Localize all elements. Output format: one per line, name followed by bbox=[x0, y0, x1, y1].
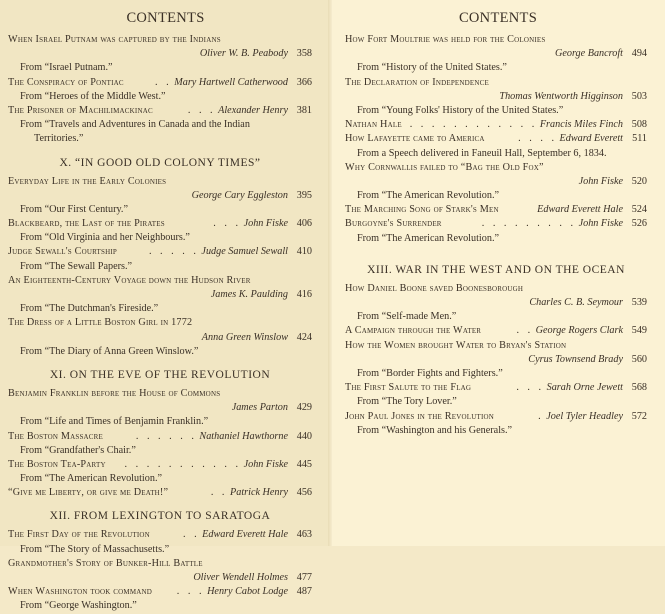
entry-source: From “Life and Times of Benjamin Franklin.” bbox=[20, 416, 209, 428]
entry-page: 358 bbox=[296, 48, 312, 60]
entry-author: James K. Paulding bbox=[210, 289, 288, 300]
entry-title: A Campaign through the Water bbox=[345, 325, 482, 337]
toc-entry-author-line bbox=[8, 571, 312, 585]
entry-author: Patrick Henry bbox=[230, 487, 288, 499]
toc-entry bbox=[345, 324, 647, 338]
entry-page: 524 bbox=[631, 204, 647, 216]
entry-page: 572 bbox=[631, 410, 647, 422]
left-page bbox=[0, 0, 331, 612]
entry-source: From “Border Fights and Fighters.” bbox=[357, 367, 503, 379]
entry-title: Grandmother's Story of Bunker-Hill Battle bbox=[8, 557, 203, 569]
entry-page: 494 bbox=[631, 48, 647, 60]
toc-entry bbox=[345, 381, 647, 395]
entry-title: When Israel Putnam was captured by the Indians bbox=[8, 34, 221, 45]
toc-entry-author-line bbox=[8, 189, 312, 203]
entry-author: Francis Miles Finch bbox=[539, 119, 623, 131]
entry-title: John Paul Jones in the Revolution bbox=[345, 410, 494, 422]
entry-author: Judge Samuel Sewall bbox=[201, 246, 288, 258]
entry-title: Nathan Hale bbox=[345, 119, 402, 131]
entry-page: 503 bbox=[631, 90, 647, 102]
toc-entry-title bbox=[8, 175, 312, 189]
entry-page: 511 bbox=[632, 133, 647, 145]
entry-title: Everyday Life in the Early Colonies bbox=[8, 175, 167, 187]
toc-entry-author-line bbox=[345, 47, 647, 61]
entry-title: How the Women brought Water to Bryan's Station bbox=[345, 339, 567, 351]
entry-title: The Dress of a Little Boston Girl in 1772 bbox=[8, 317, 193, 329]
toc-entry-title bbox=[345, 33, 647, 47]
toc-entry bbox=[345, 118, 647, 132]
entry-title: The Boston Massacre bbox=[8, 430, 104, 442]
entry-source: From “Grandfather's Chair.” bbox=[20, 444, 136, 456]
entry-page: 445 bbox=[296, 458, 312, 470]
entry-source: From “The Tory Lover.” bbox=[357, 396, 457, 408]
toc-entry-title bbox=[8, 316, 312, 330]
toc-entry-title bbox=[8, 274, 312, 288]
contents-header: CONTENTS bbox=[126, 10, 205, 26]
entry-author: Edward Everett Hale bbox=[202, 529, 288, 541]
toc-entry bbox=[8, 76, 312, 90]
entry-title: An Eighteenth-Century Voyage down the Hudson River bbox=[8, 274, 251, 286]
entry-author: John Fiske bbox=[578, 175, 623, 187]
entry-page: 381 bbox=[296, 104, 312, 116]
entry-title: Burgoyne's Surrender bbox=[345, 218, 442, 230]
entry-page: 410 bbox=[296, 246, 312, 258]
entry-author: John Fiske bbox=[578, 218, 623, 230]
entry-page: 508 bbox=[631, 119, 647, 131]
entry-leader: . . . bbox=[516, 382, 545, 394]
toc-entry-author-line bbox=[345, 90, 647, 104]
entry-source: From “Travels and Adventures in Canada and the Indian bbox=[20, 119, 250, 131]
entry-source: From “Israel Putnam.” bbox=[20, 62, 113, 74]
entry-source: From “History of the United States.” bbox=[357, 62, 507, 74]
entry-leader: . . . . . . bbox=[135, 430, 197, 442]
entry-author: Nathaniel Hawthorne bbox=[199, 430, 288, 442]
section-heading: XIII. WAR IN THE WEST AND ON THE OCEAN bbox=[367, 263, 625, 276]
right-page bbox=[331, 0, 665, 546]
entry-title: Judge Sewall's Courtship bbox=[8, 246, 118, 258]
entry-author: Anna Green Winslow bbox=[201, 331, 288, 343]
toc-entry bbox=[345, 132, 647, 146]
entry-page: 487 bbox=[296, 586, 312, 598]
entry-title: Why Cornwallis failed to “Bag the Old Fox” bbox=[345, 161, 544, 173]
entry-author: Oliver Wendell Holmes bbox=[193, 572, 288, 583]
entry-source: From “The American Revolution.” bbox=[357, 190, 500, 202]
entry-author: Alexander Henry bbox=[218, 104, 288, 116]
toc-entry-author-line bbox=[8, 331, 312, 345]
entry-source: From “Washington and his Generals.” bbox=[357, 424, 513, 436]
entry-source: From a Speech delivered in Faneuil Hall, September 6, 1834. bbox=[357, 147, 607, 159]
entry-author: Thomas Wentworth Higginson bbox=[499, 90, 623, 102]
entry-title: The Prisoner of Machilimackinac bbox=[8, 104, 153, 116]
section-heading: XII. FROM LEXINGTON TO SARATOGA bbox=[49, 510, 271, 523]
entry-page: 463 bbox=[296, 529, 312, 541]
entry-source: From “The American Revolution.” bbox=[20, 473, 163, 485]
entry-title: The First Day of the Revolution bbox=[8, 529, 150, 541]
entry-leader: . . . . . . . . . . . bbox=[124, 458, 242, 470]
toc-entry-author-line bbox=[8, 288, 312, 302]
entry-title: The First Salute to the Flag bbox=[345, 382, 472, 394]
toc-entry-title bbox=[8, 33, 312, 47]
entry-page: 456 bbox=[296, 487, 312, 499]
toc-entry-author-line bbox=[345, 175, 647, 189]
entry-source: From “Heroes of the Middle West.” bbox=[20, 90, 166, 102]
entry-source-continued: Territories.” bbox=[34, 133, 84, 145]
toc-entry-title bbox=[8, 387, 312, 401]
entry-source: From “The Story of Massachusetts.” bbox=[20, 543, 170, 555]
entry-source: From “George Washington.” bbox=[20, 600, 137, 612]
entry-leader: . . . bbox=[176, 586, 205, 598]
entry-title: The Declaration of Independence bbox=[345, 76, 489, 88]
toc-entry bbox=[345, 410, 647, 424]
entry-leader: . . . . bbox=[518, 133, 557, 145]
entry-page: 568 bbox=[631, 382, 647, 394]
entry-author: Mary Hartwell Catherwood bbox=[174, 76, 288, 88]
toc-entry bbox=[8, 458, 312, 472]
entry-author: James Parton bbox=[231, 402, 288, 414]
toc-entry bbox=[8, 528, 312, 542]
toc-entry-author-line bbox=[345, 353, 647, 367]
book-gutter bbox=[328, 0, 332, 546]
entry-title: How Fort Moultrie was held for the Colonies bbox=[345, 34, 546, 45]
entry-leader: . . . . . . . . . bbox=[481, 218, 577, 230]
left-contents bbox=[8, 33, 312, 614]
entry-title: The Conspiracy of Pontiac bbox=[8, 76, 124, 88]
toc-entry-title bbox=[345, 76, 647, 90]
entry-author: Joel Tyler Headley bbox=[546, 410, 623, 422]
right-contents bbox=[345, 33, 647, 438]
toc-entry bbox=[8, 430, 312, 444]
entry-author: Sarah Orne Jewett bbox=[546, 382, 623, 394]
entry-title: How Lafayette came to America bbox=[345, 133, 485, 145]
entry-page: 477 bbox=[296, 572, 312, 583]
toc-entry bbox=[8, 104, 312, 118]
entry-title: How Daniel Boone saved Boonesborough bbox=[345, 282, 524, 294]
entry-page: 424 bbox=[296, 331, 312, 343]
entry-source: From “Young Folks' History of the United States.” bbox=[357, 104, 564, 116]
entry-author: George Bancroft bbox=[555, 48, 623, 60]
toc-entry bbox=[8, 585, 312, 599]
entry-source: From “Self-made Men.” bbox=[357, 311, 457, 323]
entry-title: “Give me Liberty, or give me Death!” bbox=[8, 487, 169, 499]
entry-source: From “Our First Century.” bbox=[20, 203, 128, 215]
entry-page: 429 bbox=[296, 402, 312, 414]
toc-entry bbox=[345, 217, 647, 231]
toc-entry-title bbox=[345, 161, 647, 175]
entry-title: The Boston Tea-Party bbox=[8, 458, 106, 470]
entry-page: 539 bbox=[631, 297, 647, 308]
toc-entry bbox=[345, 203, 647, 217]
entry-page: 526 bbox=[631, 218, 647, 230]
entry-page: 520 bbox=[631, 175, 647, 187]
contents-header: CONTENTS bbox=[458, 10, 538, 26]
entry-page: 440 bbox=[296, 430, 312, 442]
entry-leader: . . bbox=[155, 76, 172, 88]
entry-source: From “The Diary of Anna Green Winslow.” bbox=[20, 345, 199, 357]
entry-page: 416 bbox=[296, 289, 312, 300]
entry-author: Oliver W. B. Peabody bbox=[199, 48, 288, 60]
toc-entry bbox=[8, 245, 312, 259]
entry-source: From “The American Revolution.” bbox=[357, 232, 500, 244]
entry-author: Cyrus Townsend Brady bbox=[528, 353, 623, 365]
entry-author: Edward Everett Hale bbox=[537, 204, 623, 216]
entry-page: 549 bbox=[631, 325, 647, 337]
entry-leader: . bbox=[538, 410, 544, 422]
entry-author: John Fiske bbox=[243, 458, 288, 470]
entry-source: From “The Dutchman's Fireside.” bbox=[20, 303, 159, 315]
toc-entry bbox=[8, 486, 312, 500]
toc-entry-title bbox=[345, 282, 647, 296]
entry-leader: . . . bbox=[187, 104, 216, 116]
entry-leader: . . . . . . . . . . . . bbox=[409, 119, 538, 131]
entry-author: George Cary Eggleston bbox=[191, 189, 288, 201]
entry-title: The Marching Song of Stark's Men bbox=[345, 204, 499, 216]
entry-title: Blackbeard, the Last of the Pirates bbox=[8, 218, 165, 230]
entry-leader: . . bbox=[516, 325, 534, 337]
toc-entry-title bbox=[345, 339, 647, 353]
entry-source: From “The Sewall Papers.” bbox=[20, 260, 133, 272]
entry-author: John Fiske bbox=[243, 218, 288, 230]
toc-entry-title bbox=[8, 557, 312, 571]
section-heading: XI. ON THE EVE OF THE REVOLUTION bbox=[49, 368, 271, 381]
entry-leader: . . . bbox=[213, 218, 242, 230]
entry-author: Henry Cabot Lodge bbox=[207, 586, 288, 598]
entry-author: George Rogers Clark bbox=[535, 325, 623, 337]
toc-entry bbox=[8, 217, 312, 231]
entry-title: When Washington took command bbox=[8, 586, 153, 598]
entry-page: 406 bbox=[296, 218, 312, 230]
entry-leader: . . bbox=[210, 487, 228, 499]
section-heading: X. “IN GOOD OLD COLONY TIMES” bbox=[59, 156, 261, 169]
toc-entry-author-line bbox=[345, 296, 647, 310]
toc-entry-author-line bbox=[8, 47, 312, 61]
entry-source: From “Old Virginia and her Neighbours.” bbox=[20, 232, 190, 244]
entry-author: Edward Everett bbox=[559, 133, 623, 145]
entry-leader: . . . . . bbox=[148, 246, 199, 258]
entry-page: 395 bbox=[296, 189, 312, 201]
entry-page: 366 bbox=[296, 76, 312, 88]
entry-title: Benjamin Franklin before the House of Commons bbox=[8, 387, 221, 399]
entry-page: 560 bbox=[631, 353, 647, 365]
toc-entry-author-line bbox=[8, 401, 312, 415]
entry-author: Charles C. B. Seymour bbox=[529, 297, 623, 308]
entry-leader: . . bbox=[182, 529, 200, 541]
